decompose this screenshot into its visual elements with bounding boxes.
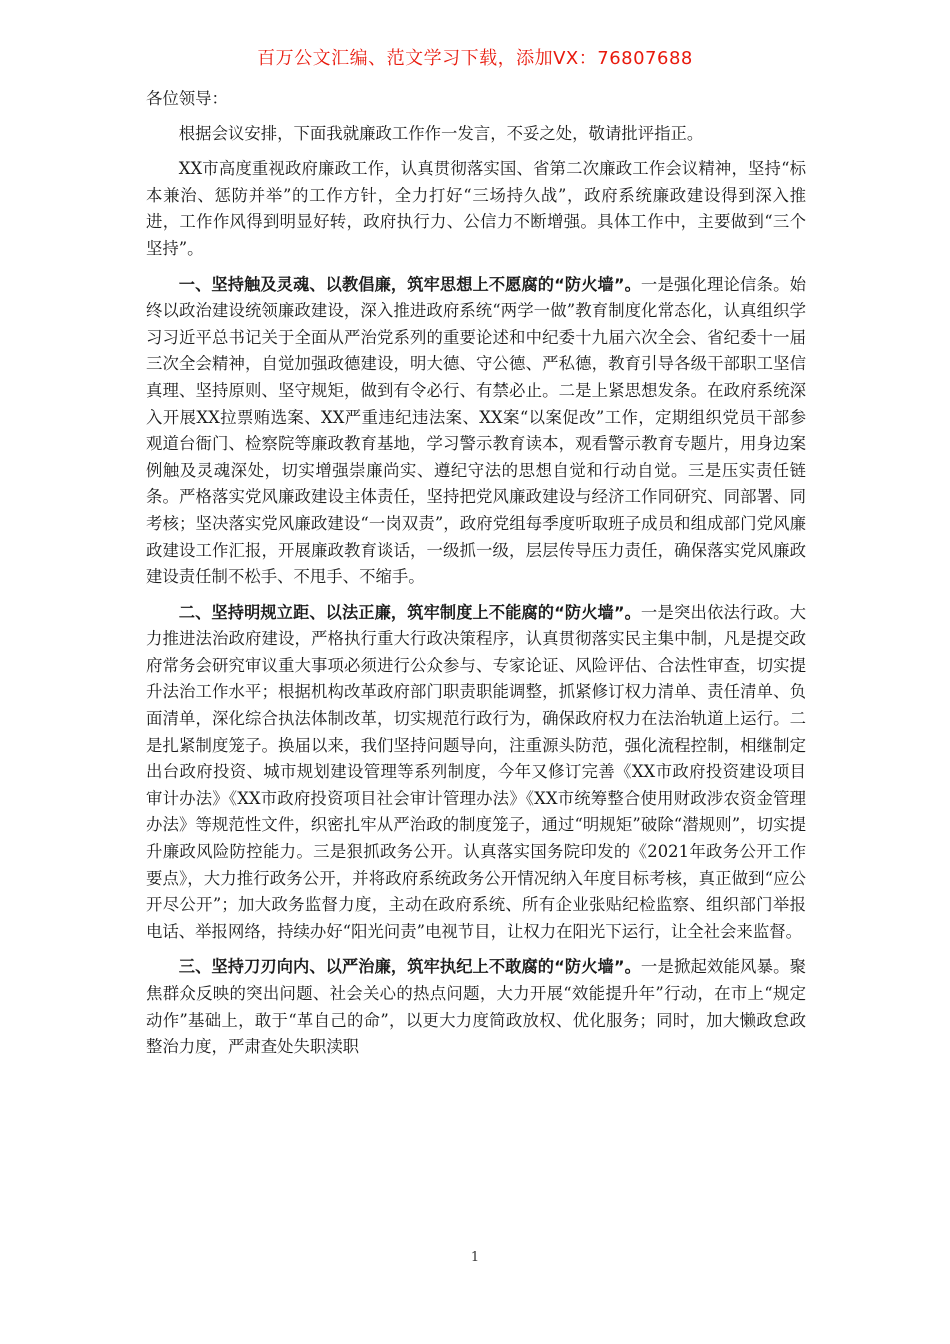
- section-1-body: 一是强化理论信条。始终以政治建设统领廉政建设，深入推进政府系统“两学一做”教育制度化常态化，认真组织学习习近平总书记关于全面从严治党系列的重要论述和中纪委十九届六次全会、省纪委十一届三次全会精神，自觉加强政德建设，明大德、守公德、严私德，教育引导各级干部职工坚信真理、坚持原则、坚守规矩，做到有令必行、有禁必止。二是上紧思想发条。在政府系统深入开展XX拉票贿选案、XX严重违纪违法案、XX案“以案促改”工作，定期组织党员干部参观道台衙门、检察院等廉政教育基地，学习警示教育读本，观看警示教育专题片，用身边案例触及灵魂深处，切实增强崇廉尚实、遵纪守法的思想自觉和行动自觉。三是压实责任链条。严格落实党风廉政建设主体责任，坚持把党风廉政建设与经济工作同研究、同部署、同考核；坚决落实党风廉政建设“一岗双责”，政府党组每季度听取班子成员和组成部门党风廉政建设工作汇报，开展廉政教育谈话，一级抓一级，层层传导压力责任，确保落实党风廉政建设责任制不松手、不甩手、不缩手。: [146, 274, 807, 587]
- section-3-paragraph: [146, 954, 806, 1060]
- page-number: 1: [470, 1250, 480, 1265]
- section-2-paragraph: [146, 600, 806, 946]
- header-banner: 百万公文汇编、范文学习下载，添加VX：76807688: [257, 48, 693, 69]
- salutation: 各位领导：: [146, 89, 228, 108]
- overview-paragraph: XX市高度重视政府廉政工作，认真贯彻落实国、省第二次廉政工作会议精神，坚持“标本兼治、惩防并举”的工作方针，全力打好“三场持久战”，政府系统廉政建设得到深入推进，工作作风得到明显好转，政府执行力、公信力不断增强。具体工作中，主要做到“三个坚持”。: [146, 159, 806, 258]
- section-1-heading: 一、坚持触及灵魂、以教倡廉，筑牢思想上不愿腐的“防火墙”。: [178, 274, 641, 294]
- section-3-body: 一是掀起效能风暴。聚焦群众反映的突出问题、社会关心的热点问题，大力开展“效能提升年”行动，在市上“规定动作”基础上，敢于“革自己的命”，以更大力度简政放权、优化服务；同时，加大懒政怠政整治力度，严肃查处失职渎职: [146, 957, 807, 1057]
- intro-paragraph: 根据会议安排，下面我就廉政工作作一发言，不妥之处，敬请批评指正。: [178, 123, 704, 143]
- document-body: [146, 86, 806, 1070]
- section-1-paragraph: [146, 272, 806, 591]
- section-2-body: 一是突出依法行政。大力推进法治政府建设，严格执行重大行政决策程序，认真贯彻落实民主集中制，凡是提交政府常务会研究审议重大事项必须进行公众参与、专家论证、风险评估、合法性审查，切实提升法治工作水平；根据机构改革政府部门职责职能调整，抓紧修订权力清单、责任清单、负面清单，深化综合执法体制改革，切实规范行政行为，确保政府权力在法治轨道上运行。二是扎紧制度笼子。换届以来，我们坚持问题导向，注重源头防范，强化流程控制，相继制定出台政府投资、城市规划建设管理等系列制度，今年又修订完善《XX市政府投资建设项目审计办法》《XX市政府投资项目社会审计管理办法》《XX市统筹整合使用财政涉农资金管理办法》等规范性文件，织密扎牢从严治政的制度笼子，通过“明规矩”破除“潜规则”，切实提升廉政风险防控能力。三是狠抓政务公开。认真落实国务院印发的《2021年政务公开工作要点》，大力推行政务公开，并将政府系统政务公开情况纳入年度目标考核，真正做到“应公开尽公开”；加大政务监督力度，主动在政府系统、所有企业张贴纪检监察、组织部门举报电话、举报网络，持续办好“阳光问责”电视节目，让权力在阳光下运行，让全社会来监督。: [146, 602, 807, 941]
- section-2-heading: 二、坚持明规立距、以法正廉，筑牢制度上不能腐的“防火墙”。: [178, 602, 641, 622]
- section-3-heading: 三、坚持刀刃向内、以严治廉，筑牢执纪上不敢腐的“防火墙”。: [178, 957, 641, 977]
